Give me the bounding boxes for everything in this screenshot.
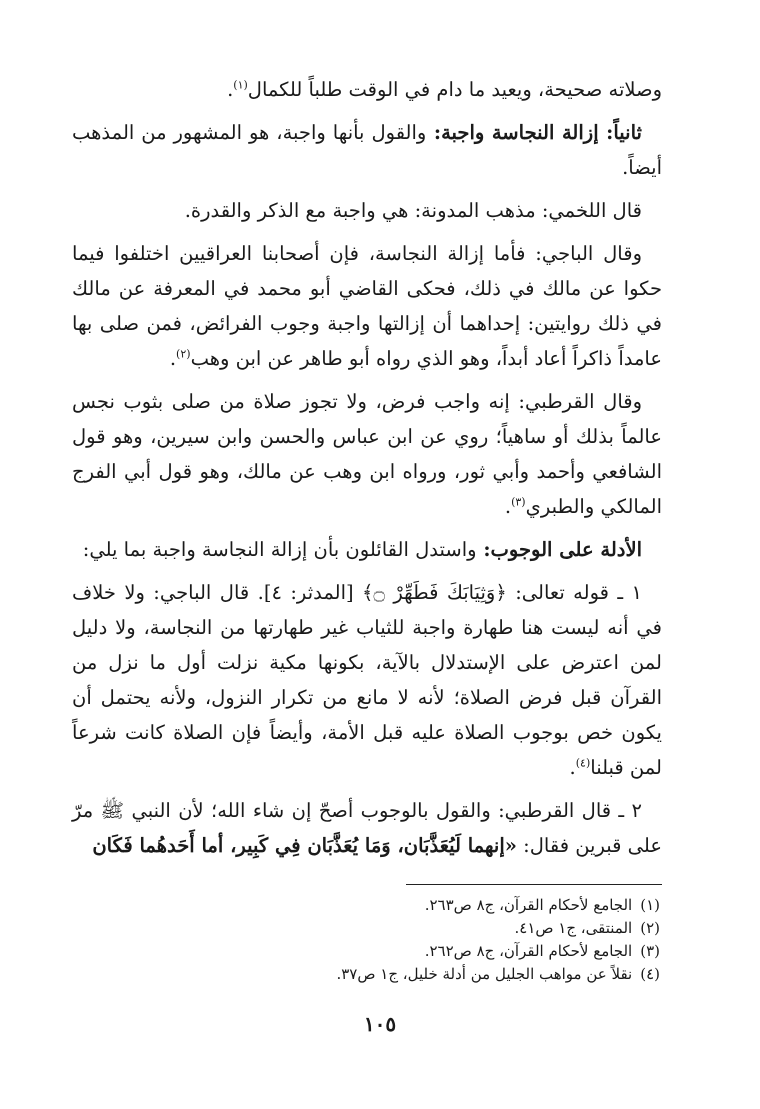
footnote-ref-3[interactable]: (٣): [511, 495, 526, 509]
footnote-3: (٣)الجامع لأحكام القرآن، ج٨ ص٢٦٢.: [424, 942, 660, 960]
section-heading: ثانياً: إزالة النجاسة واجبة:: [426, 121, 642, 144]
footnote-ref-4[interactable]: (٤): [575, 756, 591, 770]
footnote-2: (٢)المنتقى، ج١ ص٤١.: [514, 919, 660, 937]
paragraph-5: وقال القرطبي: إنه واجب فرض، ولا تجوز صلاة من صلى بثوب نجس عالماً بذلك أو ساهياً؛ روي عن ابن عباس والحسن وابن سيرين، وهو قول الشافعي وأحمد وأبي ثور، ورواه ابن وهب عن مالك، وهو قول أبي الفرج المالكي والطبري$^{(٣)}$.: [72, 390, 662, 518]
footnote-divider: [406, 884, 662, 885]
quran-verse: ﴿وَثِيَابَكَ فَطَهِّرْ ۝﴾: [362, 581, 507, 604]
paragraph-8: ٢ ـ قال القرطبي: والقول بالوجوب أصحّ إن شاء الله؛ لأن النبي ﷺ مرّ على قبرين فقال: «إنهما لَيُعَذَّبَان، وَمَا يُعَذَّبَان فِي كَبِير، أما أَحَدهُما فَكَان: [72, 799, 662, 857]
hadith-quote: «إنهما لَيُعَذَّبَان، وَمَا يُعَذَّبَان فِي كَبِير، أما أَحَدهُما فَكَان: [92, 834, 517, 857]
paragraph-7: ١ ـ قوله تعالى: ﴿وَثِيَابَكَ فَطَهِّرْ ۝﴾ [المدثر: ٤]. قال الباجي: ولا خلاف في أنه ليست هنا طهارة واجبة للثياب غير طهارتها من النجاسة، ولا دليل لمن اعترض على الإستدلال بالآية، بكونها مكية نزلت أول ما نزل من القرآن قبل فرض الصلاة؛ لأنه لا مانع من تكرار النزول، ولأنه يحتمل أن يكون خص بوجوب الصلاة عليه قبل الأمة، وأيضاً فإن الصلاة كانت شرعاً لمن قبلنا$^{(٤)}$.: [72, 581, 662, 779]
footnote-ref-2[interactable]: (٢): [176, 347, 191, 361]
footnotes: [100, 894, 660, 986]
paragraph-3: قال اللخمي: مذهب المدونة: هي واجبة مع الذكر والقدرة.: [184, 199, 642, 222]
paragraph-4: وقال الباجي: فأما إزالة النجاسة، فإن أصحابنا العراقيين اختلفوا فيما حكوا عن مالك في ذلك، فحكى القاضي أبو محمد في المعرفة عن مالك في ذلك روايتين: إحداهما أن إزالتها واجبة وجوب الفرائض، فمن صلى بها عامداً ذاكراً أعاد أبداً، وهو الذي رواه أبو طاهر عن ابن وهب$^{(٢)}$.: [72, 242, 662, 370]
verse-reference: [المدثر: ٤].: [249, 581, 363, 604]
section-heading: الأدلة على الوجوب:: [476, 538, 642, 561]
paragraph-6: الأدلة على الوجوب: واستدل القائلون بأن إزالة النجاسة واجبة بما يلي:: [82, 538, 642, 561]
footnote-1: (١)الجامع لأحكام القرآن، ج٨ ص٢٦٣.: [424, 896, 660, 914]
footnote-ref-1[interactable]: (١): [233, 78, 248, 92]
page-number: ١٠٥: [363, 1012, 397, 1036]
paragraph-1: وصلاته صحيحة، ويعيد ما دام في الوقت طلباً للكمال$^{(١)}$.: [227, 78, 662, 101]
footnote-4: (٤)نقلاً عن مواهب الجليل من أدلة خليل، ج١ ص٣٧.: [336, 965, 660, 983]
paragraph-2: ثانياً: إزالة النجاسة واجبة: والقول بأنها واجبة، هو المشهور من المذهب أيضاً.: [72, 121, 662, 179]
